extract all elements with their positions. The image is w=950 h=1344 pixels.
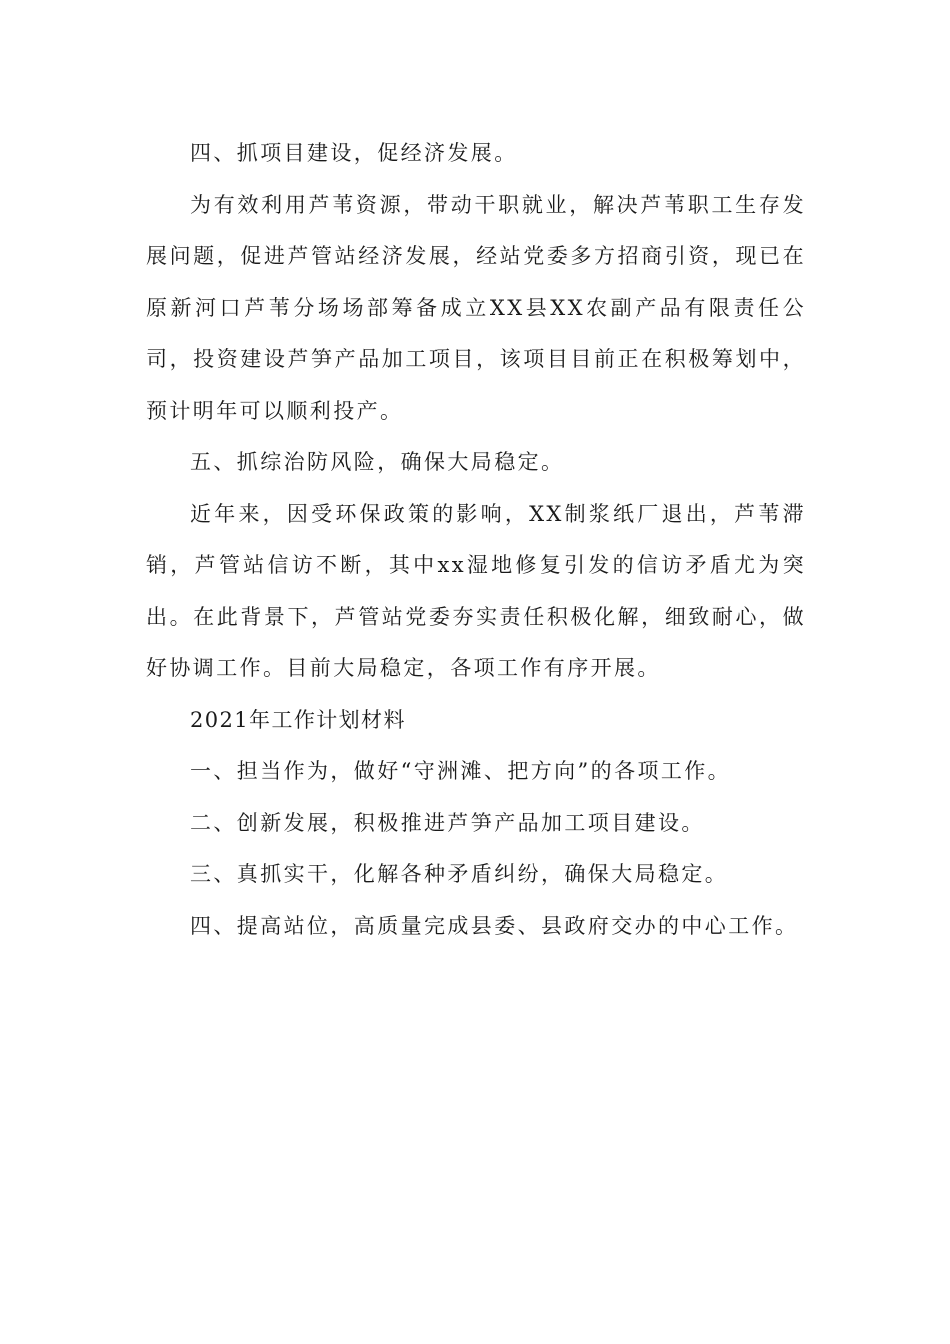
document-body — [146, 128, 806, 952]
heading-2021-plan: 2021年工作计划材料 — [190, 707, 406, 732]
plan-item-3: 三、真抓实干，化解各种矛盾纠纷，确保大局稳定。 — [190, 862, 729, 886]
plan-item-1: 一、担当作为，做好“守洲滩、把方向”的各项工作。 — [190, 759, 732, 783]
plan-item-4: 四、提高站位，高质量完成县委、县政府交办的中心工作。 — [190, 913, 799, 938]
paragraph-reed-project: 为有效利用芦苇资源，带动干职就业，解决芦苇职工生存发展问题，促进芦管站经济发展，经站党委多方招商引资，现已在原新河口芦苇分场场部筹备成立XX县XX农副产品有限责任公司，投资建设芦笋产品加工项目，该项目目前正在积极筹划中，预计明年可以顺利投产。 — [146, 192, 806, 423]
heading-project-construction: 四、抓项目建设，促经济发展。 — [190, 141, 518, 165]
plan-item-2: 二、创新发展，积极推进芦笋产品加工项目建设。 — [190, 810, 705, 835]
heading-stability: 五、抓综治防风险，确保大局稳定。 — [190, 450, 565, 474]
paragraph-stability: 近年来，因受环保政策的影响，XX制浆纸厂退出，芦苇滞销，芦管站信访不断，其中xx湿地修复引发的信访矛盾尤为突出。在此背景下，芦管站党委夯实责任积极化解，细致耐心，做好协调工作。目前大局稳定，各项工作有序开展。 — [146, 501, 806, 680]
